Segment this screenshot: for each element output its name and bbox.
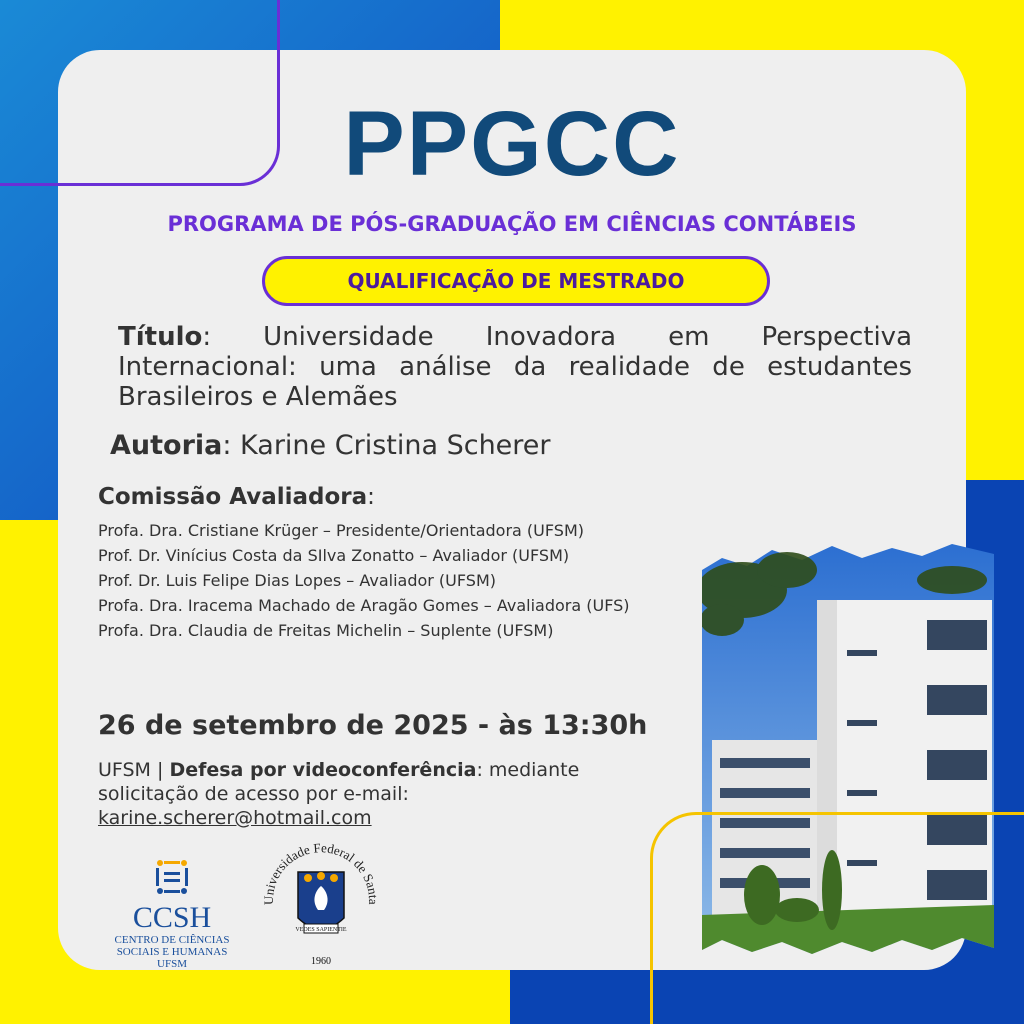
committee-member: Profa. Dra. Iracema Machado de Aragão Gomes – Avaliadora (UFS) xyxy=(98,596,630,615)
contact-email-link[interactable]: karine.scherer@hotmail.com xyxy=(98,807,372,829)
committee-member: Prof. Dr. Vinícius Costa da SIlva Zonatto – Avaliador (UFSM) xyxy=(98,546,570,565)
ccsh-symbol-icon xyxy=(152,858,192,896)
author xyxy=(110,430,551,461)
ccsh-line-1: CENTRO DE CIÊNCIAS xyxy=(114,934,230,946)
ccsh-line-2: SOCIAIS E HUMANAS xyxy=(116,946,228,958)
ccsh-logo xyxy=(112,858,232,970)
committee-label: Comissão Avaliadora xyxy=(98,484,368,510)
ufsm-ring-text: Universidade Federal de Santa xyxy=(260,840,382,905)
author-label: Autoria xyxy=(110,430,223,461)
ufsm-seal-logo xyxy=(256,840,386,970)
committee-member: Profa. Dra. Cristiane Krüger – Presidente/Orientadora (UFSM) xyxy=(98,521,584,540)
ccsh-name: CCSH xyxy=(132,901,212,934)
committee-member: Prof. Dr. Luis Felipe Dias Lopes – Avaliador (UFSM) xyxy=(98,571,496,590)
event-date: 26 de setembro de 2025 - às 13:30h xyxy=(98,710,648,741)
event-type-badge: QUALIFICAÇÃO DE MESTRADO xyxy=(262,256,770,306)
ccsh-line-3: UFSM xyxy=(157,958,187,970)
title-value: : Universidade Inovadora em Perspectiva Internacional: uma análise da realidade de estudantes Brasileiros e Alemães xyxy=(118,322,912,412)
ufsm-motto: VEDES SAPIENTIE xyxy=(295,927,347,933)
info-rest: : mediante solicitação de acesso por e-mail: xyxy=(98,759,580,805)
committee-colon: : xyxy=(367,484,375,510)
info-prefix: UFSM | xyxy=(98,759,170,781)
ufsm-year: 1960 xyxy=(311,956,331,967)
program-name: PROGRAMA DE PÓS-GRADUAÇÃO EM CIÊNCIAS CONTÁBEIS xyxy=(167,212,857,236)
info-bold: Defesa por videoconferência xyxy=(169,759,477,781)
committee-list xyxy=(98,518,698,643)
author-value: : Karine Cristina Scherer xyxy=(222,430,551,461)
committee-heading xyxy=(98,484,375,510)
page-title: PPGCC xyxy=(343,93,681,195)
decorative-yellow-line xyxy=(650,812,1024,1024)
thesis-title xyxy=(118,322,912,412)
title-label: Título xyxy=(118,322,203,352)
event-info xyxy=(98,758,678,830)
committee-member: Profa. Dra. Claudia de Freitas Michelin – Suplente (UFSM) xyxy=(98,621,554,640)
